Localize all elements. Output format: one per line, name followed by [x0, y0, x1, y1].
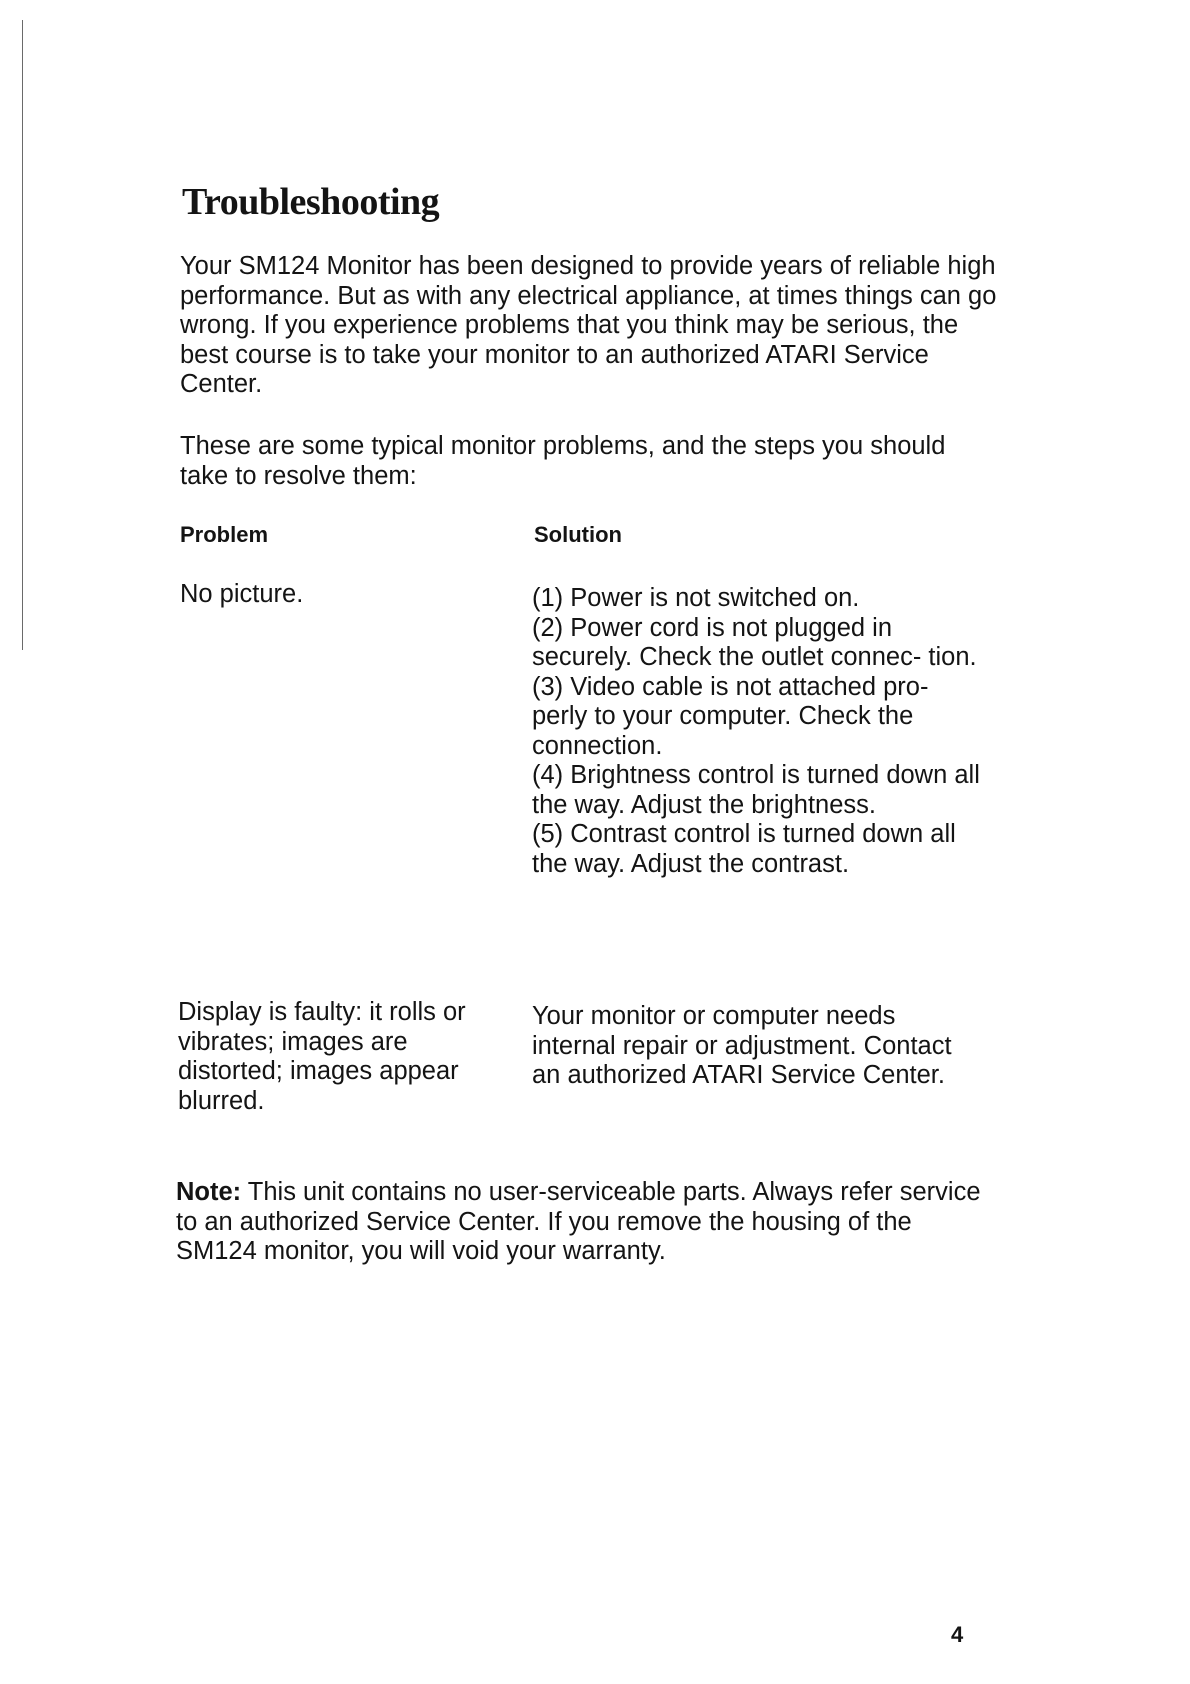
- intro-paragraph: Your SM124 Monitor has been designed to provide years of reliable high performance. But as with any electrical appliance, at times things can go wrong. If you experience problems that you think may be serious, the best course is to take your monitor to an authorized ATARI Service Center.: [180, 252, 997, 398]
- page-number: 4: [951, 1622, 964, 1647]
- solution-item: (5) Contrast control is turned down all the way. Adjust the contrast.: [532, 820, 956, 878]
- note-text: This unit contains no user-serviceable parts. Always refer service to an authorized Service Center. If you remove the housing of the SM124 monitor, you will void your warranty.: [176, 1178, 981, 1265]
- note-paragraph: [176, 1178, 996, 1267]
- solution-column-header: Solution: [534, 522, 622, 547]
- problem-cell: Display is faulty: it rolls or vibrates; images are distorted; images appear blurred.: [178, 998, 466, 1115]
- lead-in-paragraph: These are some typical monitor problems, and the steps you should take to resolve them:: [180, 432, 946, 490]
- solution-item: (4) Brightness control is turned down all the way. Adjust the brightness.: [532, 761, 980, 819]
- note-label: Note:: [176, 1178, 242, 1206]
- scan-edge-line: [22, 20, 23, 650]
- solution-cell: Your monitor or computer needs internal repair or adjustment. Contact an authorized ATARI Service Center.: [532, 1002, 952, 1089]
- problem-cell: No picture.: [180, 580, 304, 608]
- problem-column-header: Problem: [180, 522, 269, 547]
- solution-list: [532, 584, 982, 879]
- page-title: Troubleshooting: [182, 181, 440, 223]
- solution-item: (2) Power cord is not plugged in securely. Check the outlet connec- tion.: [532, 613, 977, 671]
- solution-item: (1) Power is not switched on.: [532, 584, 860, 612]
- solution-item: (3) Video cable is not attached pro- perly to your computer. Check the connection.: [532, 672, 929, 760]
